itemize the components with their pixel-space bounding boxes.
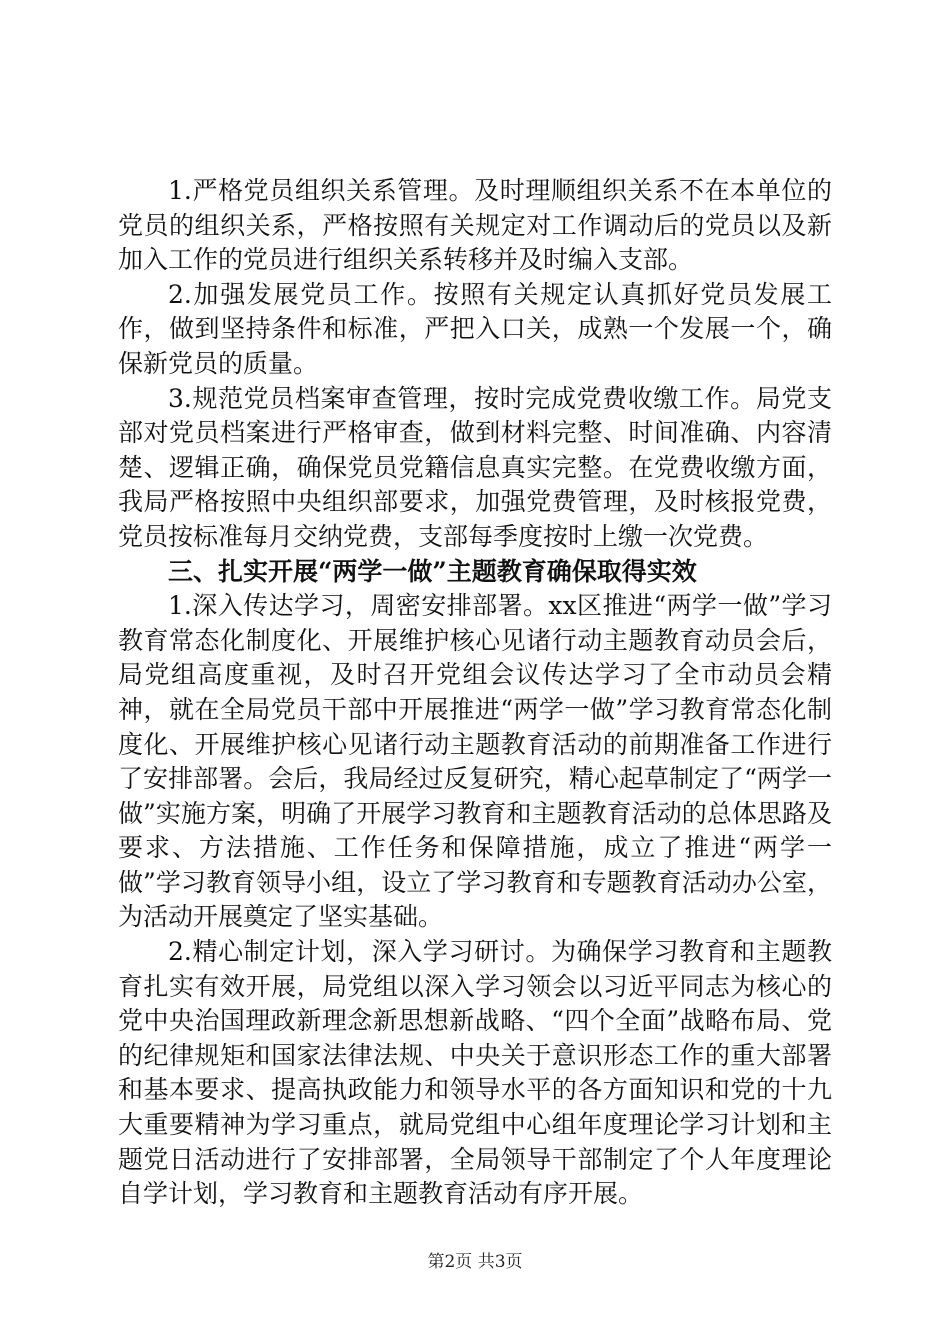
document-body <box>118 174 832 1212</box>
paragraph-2: 2.加强发展党员工作。按照有关规定认真抓好党员发展工作，做到坚持条件和标准，严把入口关，成熟一个发展一个，确保新党员的质量。 <box>118 279 832 378</box>
page-footer: 第2页 共3页 <box>427 1252 523 1272</box>
paragraph-5: 2.精心制定计划，深入学习研讨。为确保学习教育和主题教育扎实有效开展，局党组以深入学习领会以习近平同志为核心的党中央治国理政新理念新思想新战略、“四个全面”战略布局、党的纪律规矩和国家法律法规、中央关于意识形态工作的重大部署和基本要求、提高执政能力和领导水平的各方面知识和党的十九大重要精神为学习重点，就局党组中心组年度理论学习计划和主题党日活动进行了安排部署，全局领导干部制定了个人年度理论自学计划，学习教育和主题教育活动有序开展。 <box>118 937 832 1209</box>
paragraph-3: 3.规范党员档案审查管理，按时完成党费收缴工作。局党支部对党员档案进行严格审查，做到材料完整、时间准确、内容清楚、逻辑正确，确保党员党籍信息真实完整。在党费收缴方面，我局严格按照中央组织部要求，加强党费管理，及时核报党费，党员按标准每月交纳党费，支部每季度按时上缴一次党费。 <box>118 383 832 551</box>
paragraph-1: 1.严格党员组织关系管理。及时理顺组织关系不在本单位的党员的组织关系，严格按照有关规定对工作调动后的党员以及新加入工作的党员进行组织关系转移并及时编入支部。 <box>118 176 832 275</box>
section-heading: 三、扎实开展“两学一做”主题教育确保取得实效 <box>168 556 697 586</box>
paragraph-4: 1.深入传达学习，周密安排部署。xx区推进“两学一做”学习教育常态化制度化、开展维护核心见诸行动主题教育动员会后，局党组高度重视，及时召开党组会议传达学习了全市动员会精神，就在全局党员干部中开展推进“两学一做”学习教育常态化制度化、开展维护核心见诸行动主题教育活动的前期准备工作进行了安排部署。会后，我局经过反复研究，精心起草制定了“两学一做”实施方案，明确了开展学习教育和主题教育活动的总体思路及要求、方法措施、工作任务和保障措施，成立了推进“两学一做”学习教育领导小组，设立了学习教育和专题教育活动办公室，为活动开展奠定了坚实基础。 <box>118 591 832 932</box>
